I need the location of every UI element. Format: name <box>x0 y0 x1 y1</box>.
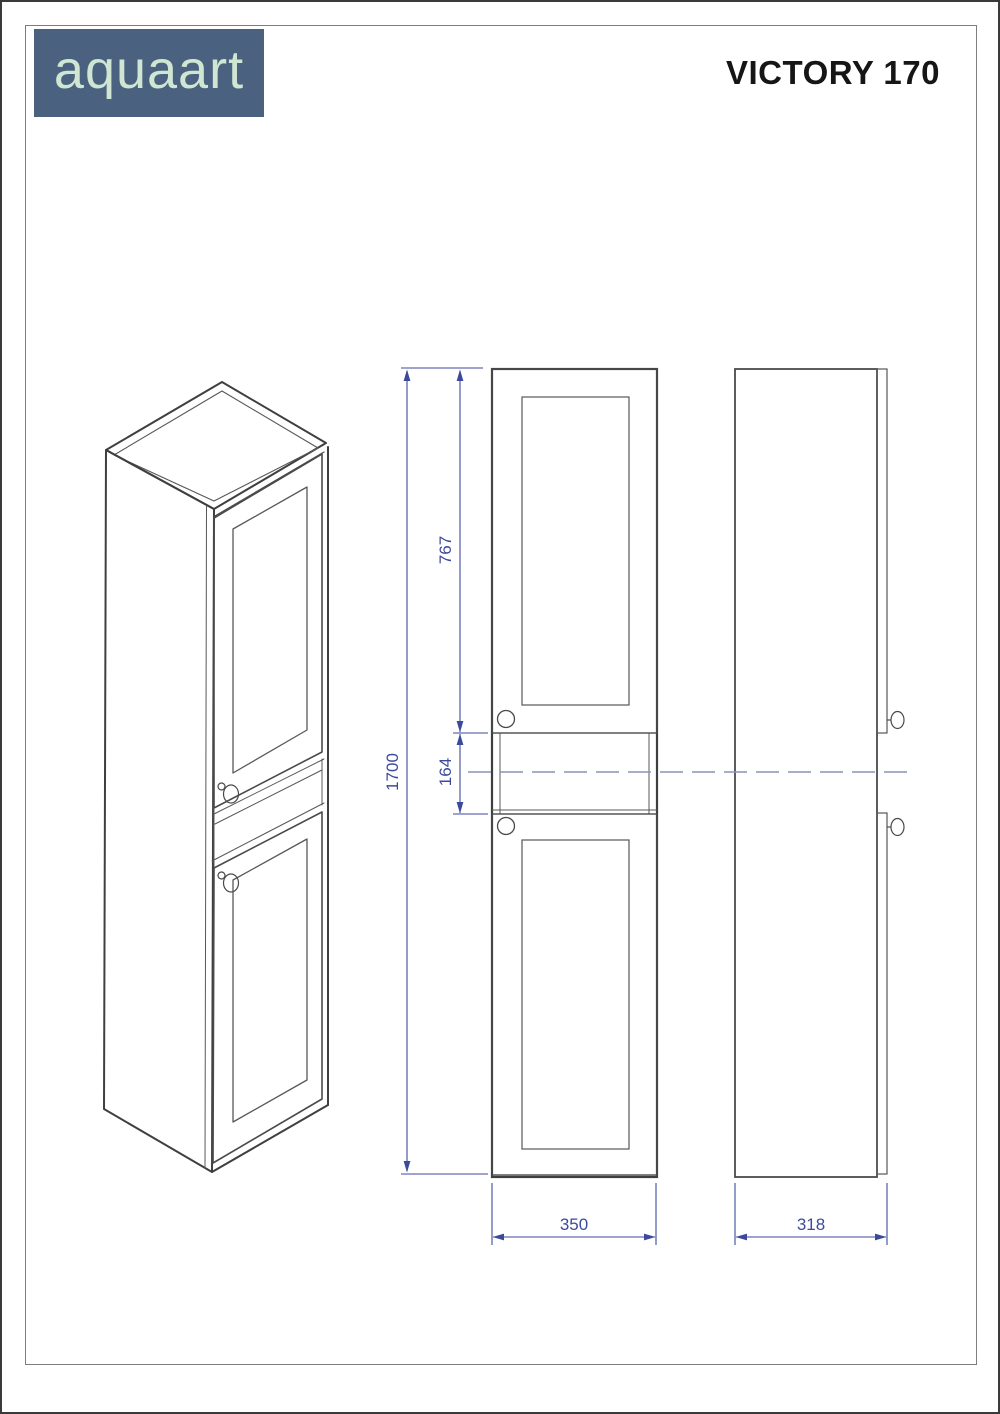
technical-drawing <box>2 2 1000 1414</box>
front-view <box>492 369 657 1177</box>
iso-lower-door <box>213 812 322 1163</box>
iso-top-face <box>106 382 326 509</box>
front-open-shelf <box>492 733 657 814</box>
dim-text-overall-height: 1700 <box>383 753 402 791</box>
side-upper-door-profile <box>877 369 887 733</box>
iso-lower-door-panel <box>233 839 307 1122</box>
front-lower-door <box>492 814 657 1175</box>
front-upper-door <box>492 369 657 733</box>
iso-left-panel <box>104 450 214 1172</box>
dim-text-open-shelf-height: 164 <box>436 757 455 787</box>
iso-bottom-edge <box>212 1105 328 1172</box>
dimension-upper-door-height <box>436 370 488 734</box>
iso-left-front-edge <box>205 506 207 1168</box>
product-title: VICTORY 170 <box>726 54 940 91</box>
side-body <box>735 369 877 1177</box>
side-view <box>735 369 904 1177</box>
dim-text-upper-door-height: 767 <box>436 535 455 565</box>
iso-top-face-inner <box>114 391 318 501</box>
side-lower-knob <box>887 819 904 836</box>
dim-text-width: 350 <box>559 1215 589 1234</box>
dimension-width <box>492 1183 656 1245</box>
iso-upper-door-panel <box>233 487 307 773</box>
side-upper-knob <box>887 712 904 729</box>
side-lower-door-profile <box>877 813 887 1174</box>
dimension-depth <box>735 1183 887 1245</box>
dim-text-depth: 318 <box>796 1215 826 1234</box>
isometric-view <box>104 382 328 1172</box>
dimension-open-shelf-height <box>436 734 488 815</box>
front-upper-knob <box>498 711 515 728</box>
front-upper-door-panel <box>522 397 629 705</box>
front-lower-door-panel <box>522 840 629 1149</box>
front-outline <box>492 369 657 1177</box>
iso-lower-knob <box>218 872 239 892</box>
front-lower-knob <box>498 818 515 835</box>
brand-logo-text: aquaart <box>53 40 245 100</box>
